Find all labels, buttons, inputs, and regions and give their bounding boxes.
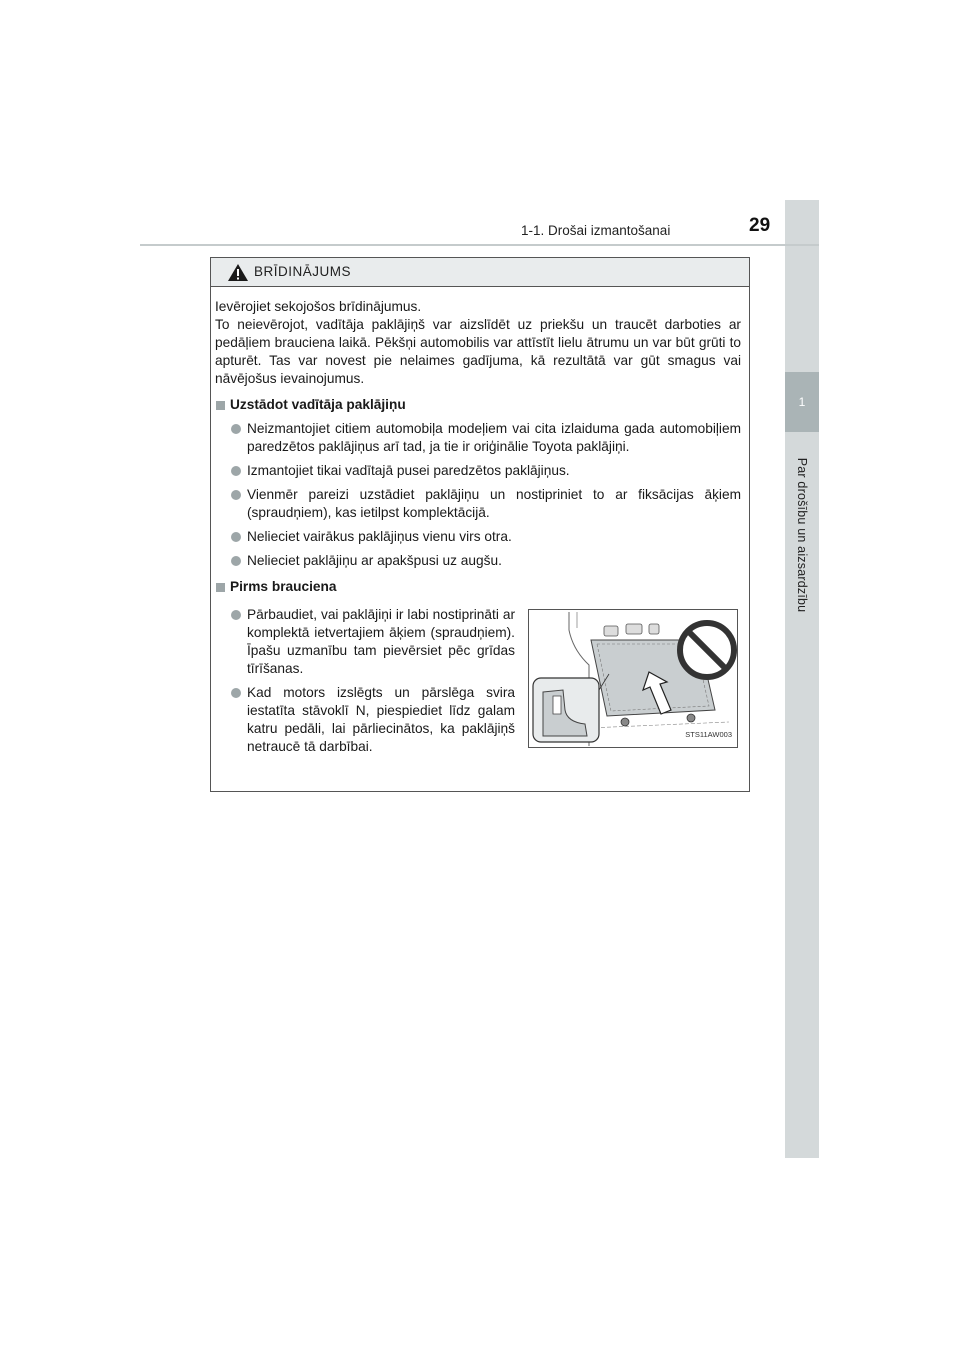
list-item: [215, 552, 741, 570]
warning-body: [215, 298, 741, 756]
section-heading: [215, 578, 741, 596]
chapter-side-tab: [785, 200, 819, 1158]
round-bullet-icon: [231, 556, 241, 566]
list-item: [215, 528, 741, 546]
list-item-text: Kad motors izslēgts un pārslēga svira iestatīta stāvoklī N, piespiediet līdz galam katru pedāli, lai pārliecinātos, ka paklājiņš netraucē tā darbībai.: [247, 685, 515, 754]
section-title-text: Uzstādot vadītāja paklājiņu: [230, 397, 406, 412]
section-title-text: Pirms brauciena: [230, 579, 337, 594]
list-item-text: Nelieciet paklājiņu ar apakšpusi uz augšu.: [247, 553, 502, 568]
round-bullet-icon: [231, 532, 241, 542]
warning-header: [211, 258, 749, 287]
floor-mat-illustration: [528, 609, 738, 748]
round-bullet-icon: [231, 490, 241, 500]
section-title: 1-1. Drošai izmantošanai: [521, 223, 671, 238]
list-item-text: Pārbaudiet, vai paklājiņi ir labi nostiprināti ar komplektā ietvertajiem āķiem (spraudņiem). Īpašu uzmanību tam pievērsiet pēc grīdas tīrīšanas.: [247, 607, 515, 676]
section-heading: [215, 396, 741, 414]
list-item: [215, 486, 741, 522]
list-item: [215, 684, 515, 756]
chapter-number: 1: [785, 372, 819, 432]
square-bullet-icon: [216, 401, 225, 410]
intro-line: Ievērojiet sekojošos brīdinājumus.: [215, 299, 422, 314]
list-item: [215, 462, 741, 480]
round-bullet-icon: [231, 424, 241, 434]
header-divider: [140, 244, 819, 246]
round-bullet-icon: [231, 688, 241, 698]
list-item-text: Nelieciet vairākus paklājiņus vienu virs otra.: [247, 529, 512, 544]
warning-box: [210, 257, 750, 792]
warning-intro: [215, 298, 741, 388]
before-driving-block: [215, 606, 741, 756]
warning-heading: BRĪDINĀJUMS: [254, 264, 352, 279]
list-item: [215, 606, 515, 678]
list-item-text: Izmantojiet tikai vadītajā pusei paredzētos paklājiņus.: [247, 463, 570, 478]
figure-code: STS11AW003: [685, 730, 732, 739]
page-number: 29: [749, 215, 771, 236]
intro-line: To neievērojot, vadītāja paklājiņš var aizslīdēt uz priekšu un traucēt darboties ar pedāļiem brauciena laikā. Pēkšņi automobilis var attīstīt lielu ātrumu un var būt grūti to apturēt. Tas var novest pie nelaimes gadījuma, kā rezultātā var gūt smagus vai nāvējošus ievainojumus.: [215, 317, 741, 386]
round-bullet-icon: [231, 466, 241, 476]
warning-triangle-icon: [227, 263, 249, 282]
list-item-text: Vienmēr pareizi uzstādiet paklājiņu un nostipriniet to ar fiksācijas āķiem (spraudņiem), kas ietilpst komplektācijā.: [247, 487, 741, 520]
list-item: [215, 420, 741, 456]
list-item-text: Neizmantojiet citiem automobiļa modeļiem vai cita izlaiduma gada automobiļiem paredzētos paklājiņus arī tad, ja tie ir oriģinālie Toyota paklājiņi.: [247, 421, 741, 454]
round-bullet-icon: [231, 610, 241, 620]
square-bullet-icon: [216, 583, 225, 592]
chapter-label: Par drošību un aizsardzību: [795, 457, 809, 613]
